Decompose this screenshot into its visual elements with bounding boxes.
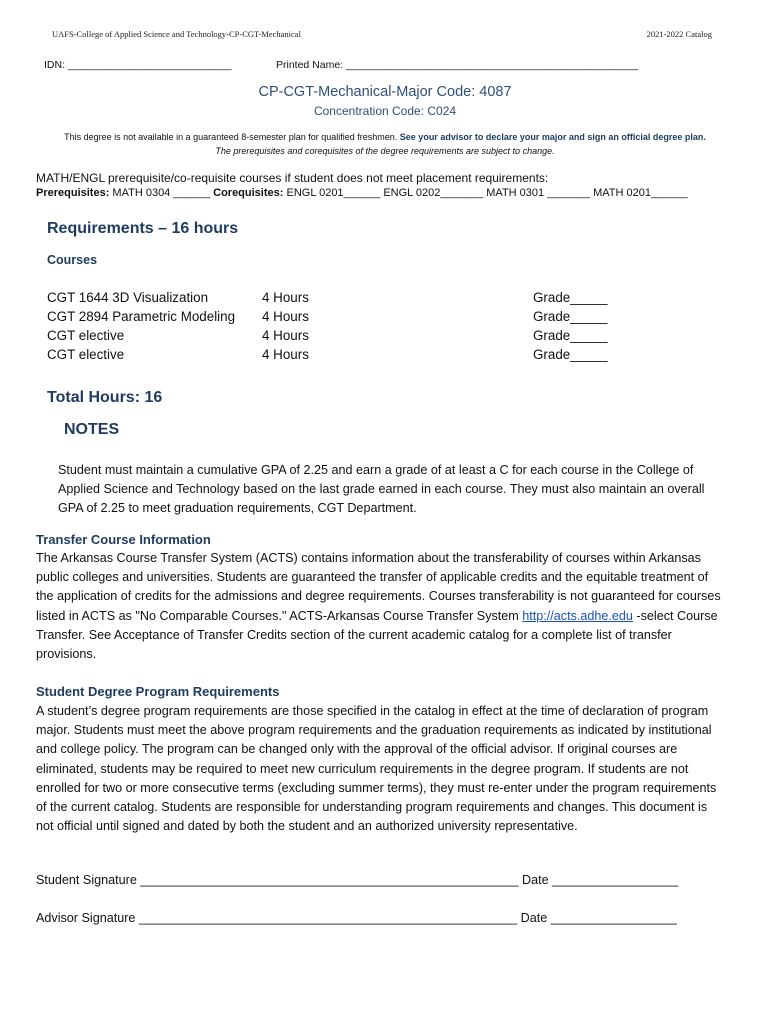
- total-hours: Total Hours: 16: [47, 389, 163, 406]
- degree-req-heading: Student Degree Program Requirements: [36, 684, 280, 699]
- header-left: UAFS-College of Applied Science and Technology-CP-CGT-Mechanical: [52, 29, 301, 39]
- transfer-text-after: -select Course Transfer. See Acceptance of Transfer Credits section of the current academic catalog for a complete list of transfer provisions.: [36, 608, 718, 662]
- course-name: CGT elective: [47, 347, 125, 362]
- advisor-signature-row: [36, 911, 677, 925]
- notes-heading: NOTES: [64, 421, 120, 438]
- prereq-value: MATH 0304 ______: [109, 187, 214, 199]
- coreq-value: ENGL 0201______ ENGL 0202_______ MATH 0301 _______ MATH 0201______: [283, 187, 688, 199]
- notes-text: Student must maintain a cumulative GPA of 2.25 and earn a grade of at least a C for each course in the College of Applied Science and Technology based on the last grade earned in each course. They must also maintain an overall GPA of 2.25 to meet graduation requirements, CGT Department.: [58, 463, 705, 516]
- advisor-signature-line[interactable]: ______________________________________________________: [138, 911, 518, 925]
- disclaimer-advisor-note: See your advisor to declare your major and sign an official degree plan.: [399, 132, 706, 142]
- course-name: CGT 2894 Parametric Modeling: [47, 309, 236, 324]
- coreq-label: Corequisites:: [213, 187, 284, 199]
- disclaimer-text: This degree is not available in a guaranteed 8-semester plan for qualified freshmen.: [64, 132, 400, 142]
- student-date-label: Date: [522, 873, 549, 887]
- course-row: [47, 328, 124, 343]
- course-name: CGT elective: [47, 328, 125, 343]
- student-signature-row: [36, 873, 678, 887]
- course-grade[interactable]: Grade_____: [533, 309, 608, 324]
- course-row: [47, 309, 235, 324]
- student-signature-line[interactable]: ______________________________________________________: [140, 873, 519, 887]
- course-row: [47, 347, 124, 362]
- prereq-label: Prerequisites:: [36, 187, 110, 199]
- student-signature-label: Student Signature: [36, 873, 137, 887]
- course-hours: 4 Hours: [262, 309, 309, 324]
- course-grade[interactable]: Grade_____: [533, 328, 608, 343]
- requirements-heading: Requirements – 16 hours: [47, 220, 239, 237]
- student-date-line[interactable]: __________________: [552, 873, 679, 887]
- page-title: CP-CGT-Mechanical-Major Code: 4087: [258, 84, 512, 100]
- disclaimer-subject-to-change: The prerequisites and corequisites of the degree requirements are subject to change.: [215, 146, 555, 156]
- course-grade[interactable]: Grade_____: [533, 290, 608, 305]
- course-name: CGT 1644 3D Visualization: [47, 290, 209, 305]
- advisor-signature-label: Advisor Signature: [36, 911, 136, 925]
- transfer-heading: Transfer Course Information: [36, 532, 211, 547]
- course-hours: 4 Hours: [262, 328, 309, 343]
- concentration-code: Concentration Code: C024: [313, 104, 457, 118]
- advisor-date-line[interactable]: __________________: [550, 911, 677, 925]
- prereq-intro: MATH/ENGL prerequisite/co-requisite courses if student does not meet placement requirements:: [36, 171, 549, 185]
- header-right: 2021-2022 Catalog: [646, 29, 712, 39]
- course-row: [47, 290, 208, 305]
- advisor-date-label: Date: [520, 911, 548, 925]
- disclaimer: [0, 132, 770, 142]
- course-hours: 4 Hours: [262, 290, 309, 305]
- courses-label: Courses: [47, 253, 98, 267]
- prereq-line: [36, 187, 688, 199]
- course-grade[interactable]: Grade_____: [533, 347, 608, 362]
- transfer-text-before: The Arkansas Course Transfer System (ACTS) contains information about the transferability of courses within Arkansas public colleges and universities. Students are guaranteed the transfer of applicable credits and the equitable treatment of the application of credits for the admissions and degree requirements. Courses transferability is not guaranteed for courses listed in ACTS as "No Comparable Courses." ACTS-Arkansas Course Transfer System: [36, 551, 721, 623]
- acts-link[interactable]: http://acts.adhe.edu: [522, 608, 633, 623]
- printed-name-field[interactable]: Printed Name: __________________________________________________: [276, 59, 639, 71]
- course-hours: 4 Hours: [262, 347, 309, 362]
- idn-field[interactable]: IDN: ____________________________: [44, 59, 232, 71]
- degree-req-text: A student’s degree program requirements are those specified in the catalog in effect at the time of declaration of program major. Students must meet the above program requirements and the graduation requirements as indicated by institutional and college policy. The program can be changed only with the approval of the official advisor. If original courses are eliminated, students may be required to meet new curriculum requirements in the degree program. If students are not enrolled for two or more consecutive terms (excluding summer terms), they must re-enter under the program requirements of the current catalog. Students are responsible for understanding program requirements and changes. This document is not official until signed and dated by both the student and an authorized university representative.: [36, 704, 717, 834]
- transfer-text: [36, 549, 726, 664]
